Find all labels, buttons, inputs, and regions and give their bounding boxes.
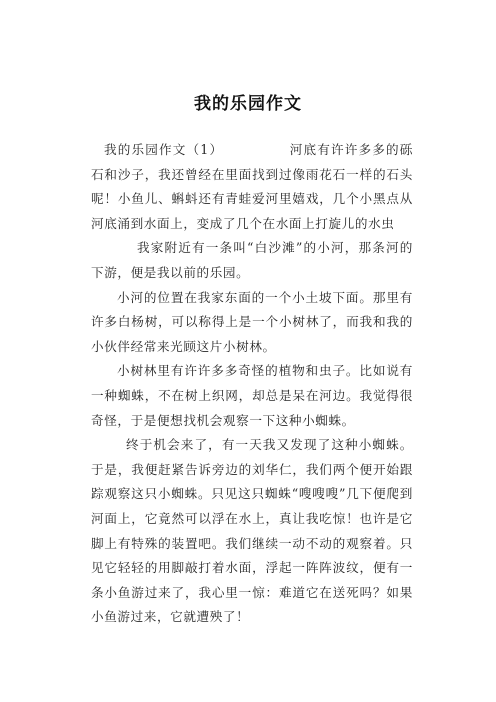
paragraph-5: 终于机会来了，有一天我又发现了这种小蜘蛛。于是，我便赶紧告诉旁边的刘华仁，我们两个便开始跟踪观察这只小蜘蛛。只见这只蜘蛛“嗖嗖嗖”几下便爬到河面上，它竟然可以浮在水上，真让我吃惊！也许是它脚上有特殊的装置吧。我们继续一动不动的观察着。只见它轻轻的用脚敲打着水面，浮起一阵阵波纹，便有一条小鱼游过来了，我心里一惊：难道它在送死吗？如果小鱼游过来，它就遭殃了！ — [91, 437, 413, 625]
paragraph-2: 我家附近有一条叫“白沙滩”的小河，那条河的下游，便是我以前的乐园。 — [91, 240, 413, 280]
paragraph-3: 小河的位置在我家东面的一个小土坡下面。那里有许多白杨树，可以称得上是一个小树林了，而我和我的小伙伴经常来光顾这片小树林。 — [91, 289, 413, 354]
paragraph-1 — [91, 138, 413, 236]
document-body — [91, 138, 413, 630]
paragraph-1-text: 河底有许许多多的砾石和沙子，我还曾经在里面找到过像雨花石一样的石头呢！小鱼儿、蝌蚪还有青蛙爱河里嬉戏，几个小黑点从河底涌到水面上，变成了几个在水面上打旋儿的水虫 — [91, 142, 413, 231]
paragraph-4: 小树林里有许许多多奇怪的植物和虫子。比如说有一种蜘蛛，不在树上织网，却总是呆在河边。我觉得很奇怪，于是便想找机会观察一下这种小蜘蛛。 — [91, 363, 413, 428]
document-title: 我的乐园作文 — [194, 94, 302, 114]
paragraph-1-lead: 我的乐园作文（1） — [104, 142, 224, 157]
